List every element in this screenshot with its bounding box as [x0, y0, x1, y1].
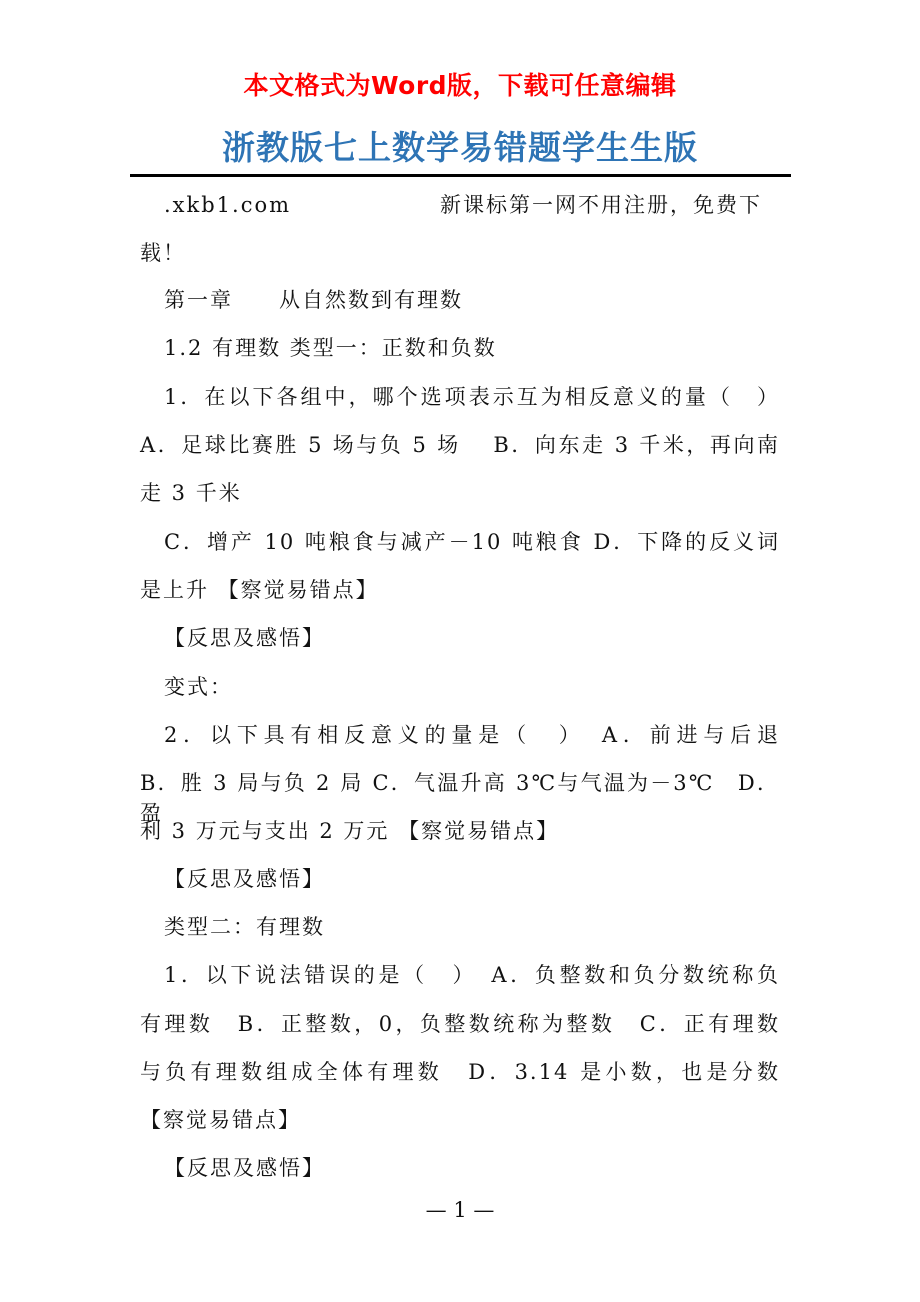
- text-line: .xkb1.com: [164, 193, 292, 217]
- text-line: 有理数 B．正整数，0，负整数统称为整数 C．正有理数: [140, 1012, 780, 1036]
- text-line: A．足球比赛胜 5 场与负 5 场 B．向东走 3 千米，再向南: [140, 433, 780, 457]
- text-line: 【反思及感悟】: [164, 867, 325, 891]
- text-line: 【察觉易错点】: [140, 1108, 301, 1132]
- text-line: 【反思及感悟】: [164, 626, 325, 650]
- text-line: 与负有理数组成全体有理数 D．3.14 是小数，也是分数: [140, 1060, 780, 1084]
- format-notice-banner: 本文格式为Word版，下载可任意编辑: [243, 71, 677, 100]
- text-line: 第一章 从自然数到有理数: [164, 288, 463, 312]
- text-line: 利 3 万元与支出 2 万元 【察觉易错点】: [140, 819, 560, 843]
- text-line: 1.2 有理数 类型一：正数和负数: [164, 336, 497, 360]
- text-line: 变式：: [164, 675, 233, 699]
- text-line: 走 3 千米: [140, 481, 242, 505]
- text-line: 类型二：有理数: [164, 915, 325, 939]
- document-title: 浙教版七上数学易错题学生生版: [222, 128, 698, 167]
- text-line: 1．以下说法错误的是（ ） A．负整数和负分数统称负: [164, 963, 780, 987]
- text-line: 是上升 【察觉易错点】: [140, 578, 379, 602]
- text-line: 载！: [140, 241, 186, 265]
- text-line: 1．在以下各组中，哪个选项表示互为相反意义的量（ ）: [164, 385, 780, 409]
- text-line: C．增产 10 吨粮食与减产－10 吨粮食 D．下降的反义词: [164, 530, 780, 554]
- text-line: 2．以下具有相反意义的量是（ ） A．前进与后退: [164, 723, 780, 747]
- text-line: 新课标第一网不用注册，免费下: [440, 193, 762, 217]
- text-line: B．胜 3 局与负 2 局 C．气温升高 3℃与气温为－3℃ D．盈: [140, 771, 780, 825]
- page-number: — 1 —: [425, 1198, 495, 1222]
- title-divider: [130, 174, 791, 177]
- text-line: 【反思及感悟】: [164, 1156, 325, 1180]
